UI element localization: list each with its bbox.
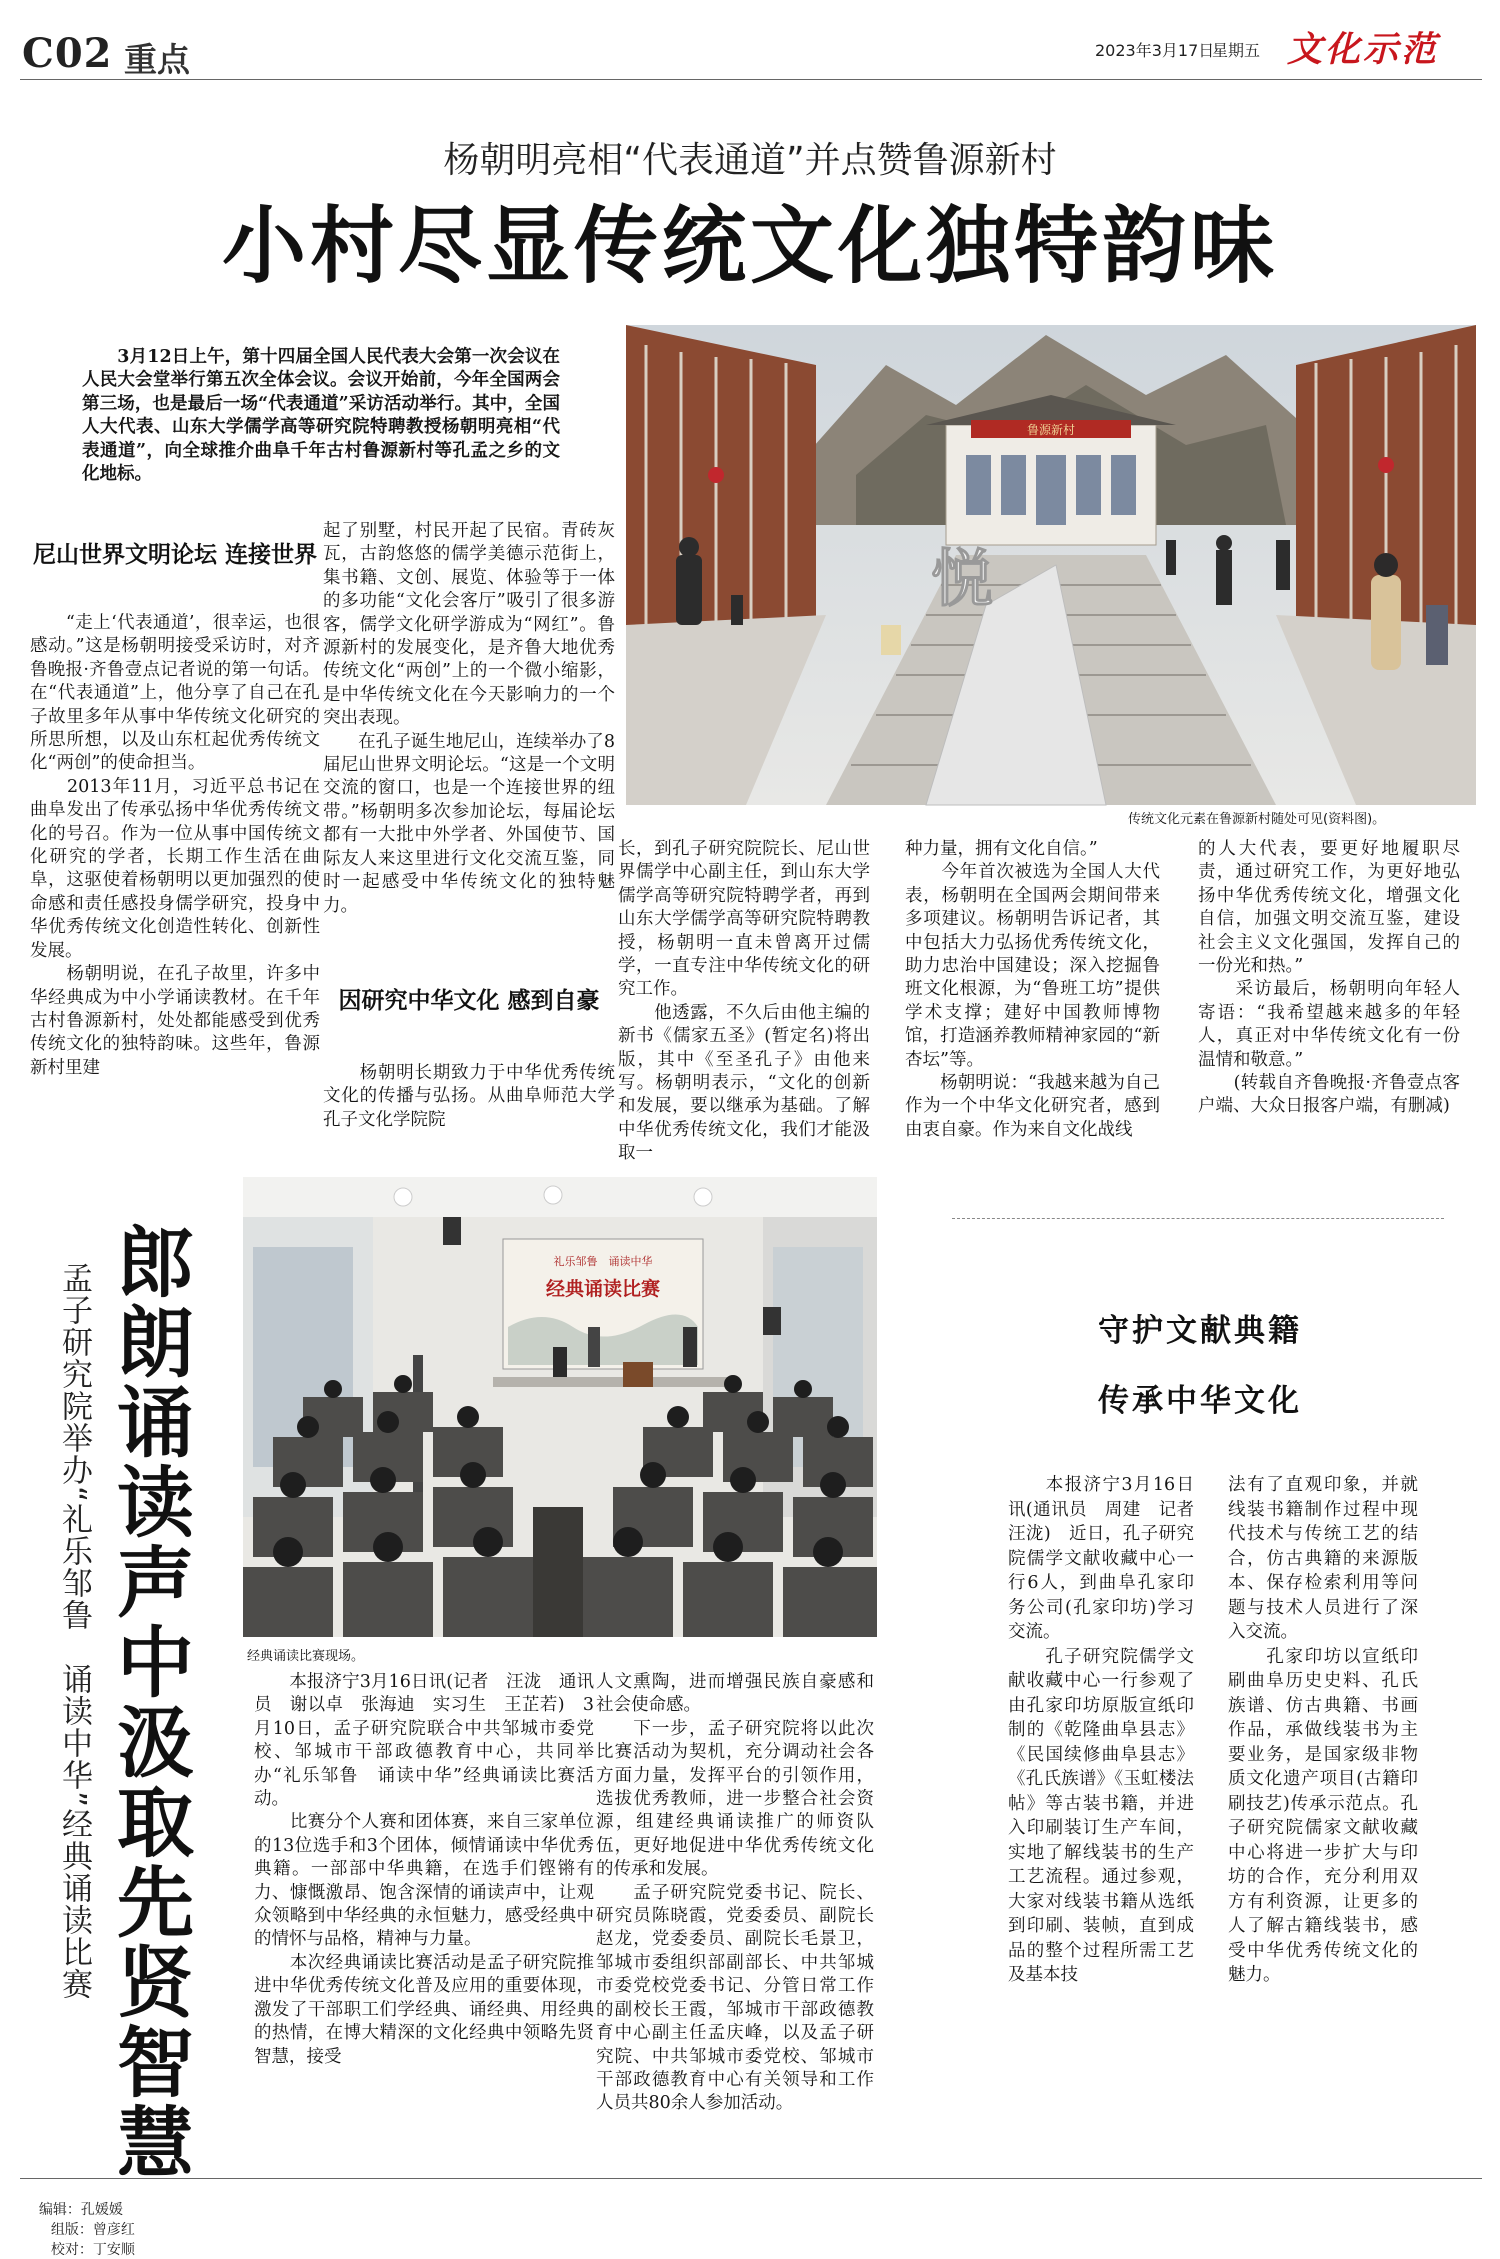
yue-sculpture: 悦 [931,542,994,615]
lead-col-4: 种力量，拥有文化自信。” 今年首次被选为全国人大代表，杨朝明在全国两会期间带来多项建议。杨朝明告诉记者，其中包括大力弘扬优秀传统文化，助力忠治中国建设；深入挖掘鲁班文化根源，为“鲁班工坊”提供学术支撑；建好中国教师博物馆，打造涵养教师精神家园的“新杏坛”等。 杨朝明说：“我越来越为自己作为一个中华文化研究者，感到由衷自豪。作为来自文化战线 [905,839,1160,1140]
lead-col-2: 起了别墅，村民开起了民宿。青砖灰瓦，古韵悠悠的儒学美德示范街上，集书籍、文创、展览、体验等于一体的多功能“文化会客厅”吸引了很多游客，儒学文化研学游成为“网红”。鲁源新村的发展变化，是齐鲁大地优秀传统文化“两创”上的一个微小缩影，是中华传统文化在今天影响力的一个突出表现。 在孔子诞生地尼山，连续举办了8届尼山世界文明论坛。“这是一个文明交流的窗口，也是一个连接世界的纽带。”杨朝明多次参加论坛，每届论坛都有一大批中外学者、外国使节、国际友人来这里进行文化交流互鉴，同时一起感受中华传统文化的独特魅力。 [323,521,615,916]
second-subtitle: 孟子研究院举办“礼乐邹鲁 诵读中华”经典诵读比赛 [56,1262,92,2001]
lead-headline: 小村尽显传统文化独特韵味 [221,196,1278,295]
second-headline: 郎朗诵读声中汲取先贤智慧 [104,1222,194,2182]
issue-weekday: 星期五 [1212,41,1261,60]
village-photo-caption: 传统文化元素在鲁源新村随处可见(资料图)。 [1128,812,1386,827]
third-col-1: 本报济宁3月16日讯(通讯员 周建 记者 汪泷) 近日，孔子研究院儒学文献收藏中心一行6人，到曲阜孔家印务公司(孔家印坊)学习交流。 孔子研究院儒学文献收藏中心一行参观了由孔家印坊原版宣纸印制的《乾隆曲阜县志》《民国续修曲阜县志》《孔氏族谱》《玉虹楼法帖》等古装书籍，并进入印刷装订生产车间，实地了解线装书的生产工艺流程。通过参观，大家对线装书籍从选纸到印刷、装帧，直到成品的整个过程所需工艺及基本技 [1008,1475,1194,1985]
screen-line-1: 礼乐邹鲁 诵读中华 [553,1255,653,1268]
lead-intro: 3月12日上午，第十四届全国人民代表大会第一次会议在人民大会堂举行第五次全体会议。会议开始前，今年全国两会第三场，也是最后一场“代表通道”采访活动举行。其中，全国人大代表、山东大学儒学高等研究院特聘教授杨朝明亮相“代表通道”，向全球推介曲阜千年古村鲁源新村等孔孟之乡的文化地标。 [82,347,560,485]
village-sign-text: 鲁源新村 [1026,423,1076,437]
third-col-2: 法有了直观印象，并就线装书籍制作过程中现代技术与传统工艺的结合，仿古典籍的来源版本、保存检索利用等问题与技术人员进行了深入交流。 孔家印坊以宣纸印刷曲阜历史史料、孔氏族谱、仿古典籍、书画作品，承做线装书为主要业务，是国家级非物质文化遗产项目(古籍印刷技艺)传承示范点。孔子研究院儒家文献收藏中心将进一步扩大与印坊的合作，充分利用双方有利资源，让更多的人了解古籍线装书，感受中华优秀传统文化的魅力。 [1228,1475,1418,1985]
third-headline-1: 守护文献典籍 [1098,1313,1302,1349]
third-headline-2: 传承中华文化 [1098,1383,1302,1419]
lead-col-3: 长，到孔子研究院院长、尼山世界儒学中心副主任，到山东大学儒学高等研究院特聘学者，再到山东大学儒学高等研究院特聘教授，杨朝明一直未曾离开过儒学，一直专注中华传统文化的研究工作。 他透露，不久后由他主编的新书《儒家五圣》(暂定名)将出版，其中《至圣孔子》由他来写。杨朝明表示，“文化的创新和发展，要以继承为基础。了解中华优秀传统文化，我们才能汲取一 [618,839,870,1164]
recital-photo [243,1177,877,1637]
issue-date: 2023年3月17日 [1095,41,1215,60]
second-col-2: 人文熏陶，进而增强民族自豪感和社会使命感。 下一步，孟子研究院将以此次比赛活动为契机，充分调动社会各方面力量，发挥平台的引领作用，选拔优秀教师，进一步整合社会资源，组建经典诵读推广的师资队伍，更好地促进中华优秀传统文化的传承和发展。 孟子研究院党委书记、院长、研究员陈晓霞，党委委员、副院长赵龙，党委委员、副院长毛景卫，邹城市委组织部副部长、中共邹城市委党校党委书记、分管日常工作的副校长王霞，邹城市干部政德教育中心副主任孟庆峰，以及孟子研究院、中共邹城市委党校、邹城市干部政德教育中心有关领导和工作人员共80余人参加活动。 [596,1672,874,2114]
second-col-1: 本报济宁3月16日讯(记者 汪泷 通讯员 谢以卓 张海迪 实习生 王芷若) 3月10日，孟子研究院联合中共邹城市委党校、邹城市干部政德教育中心，共同举办“礼乐邹鲁 诵读中华”经典诵读比赛活动。 比赛分个人赛和团体赛，来自三家单位的13位选手和3个团体，倾情诵读中华优秀典籍。一部部中华典籍，在选手们铿锵有力、慷慨激昂、饱含深情的诵读声中，让观众领略到中华经典的永恒魅力，感受经典中的情怀与品格，精神与力量。 本次经典诵读比赛活动是孟子研究院推进中华优秀传统文化普及应用的重要体现，激发了干部职工们学经典、诵经典、用经典的热情，在博大精深的文化经典中领略先贤智慧，接受 [254,1672,594,2067]
footer-layout: 组版：曾彦红 [50,2222,135,2238]
page-code: C02 [22,30,113,77]
screen-line-2: 经典诵读比赛 [545,1278,661,1300]
footer-editor: 编辑：孔媛媛 [38,2202,123,2218]
recital-photo-caption: 经典诵读比赛现场。 [247,1649,365,1664]
footer-rule [20,2178,1482,2179]
lead-subhead-1: 尼山世界文明论坛 连接世界 [32,541,317,568]
section-name: 重点 [124,40,190,79]
header-rule [20,79,1482,80]
brand-logo: 文化示范 [1287,30,1440,70]
lead-subhead-2: 因研究中华文化 感到自豪 [338,987,600,1014]
lead-col-2b: 杨朝明长期致力于中华优秀传统文化的传播与弘扬。从曲阜师范大学孔子文化学院院 [323,1063,615,1130]
recital-photo-art [243,1177,877,1637]
page-header [0,0,1500,80]
village-photo [626,325,1476,805]
lead-kicker: 杨朝明亮相“代表通道”并点赞鲁源新村 [443,140,1057,181]
third-divider [952,1218,1444,1219]
footer-credits [30,2183,135,2259]
village-photo-art [626,325,1476,805]
lead-col-5: 的人大代表，要更好地履职尽责，通过研究工作，为更好地弘扬中华优秀传统文化，增强文化自信，加强文明交流互鉴，建设社会主义文化强国，发挥自己的一份光和热。” 采访最后，杨朝明向年轻人寄语：“我希望越来越多的年轻人，真正对中华传统文化有一份温情和敬意。” (转载自齐鲁晚报·齐鲁壹点客户端、大众日报客户端，有删减) [1198,839,1460,1117]
lead-col-1: “走上‘代表通道’，很幸运，也很感动。”这是杨朝明接受采访时，对齐鲁晚报·齐鲁壹点记者说的第一句话。在“代表通道”上，他分享了自己在孔子故里多年从事中华传统文化研究的所思所想，以及山东杠起优秀传统文化“两创”的使命担当。 2013年11月，习近平总书记在曲阜发出了传承弘扬中华优秀传统文化的号召。作为一位从事中国传统文化研究的学者，长期工作生活在曲阜，这驱使着杨朝明以更加强烈的使命感和责任感投身儒学研究，投身中华优秀传统文化创造性转化、创新性发展。 杨朝明说，在孔子故里，许多中华经典成为中小学诵读教材。在千年古村鲁源新村，处处都能感受到优秀传统文化的独特韵味。这些年，鲁源新村里建 [30,613,320,1078]
footer-proof: 校对：丁安顺 [50,2242,135,2258]
